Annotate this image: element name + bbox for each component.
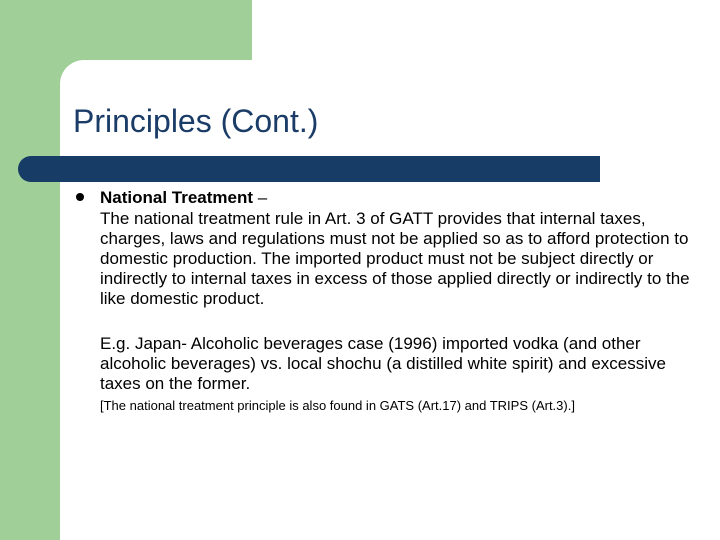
bullet-paragraph: The national treatment rule in Art. 3 of GATT provides that internal taxes, charges, laws and regulations must not be applied so as to afford protection to domestic production. The imported product must not be subject directly or indirectly to internal taxes in excess of those applied directly or indirectly to the like domestic product. (100, 209, 690, 308)
bullet-heading: National Treatment (100, 188, 254, 207)
bullet-content (100, 187, 700, 427)
bullet-heading-line (100, 187, 700, 209)
example-paragraph: E.g. Japan- Alcoholic beverages case (1996) imported vodka (and other alcoholic beverages) vs. local shochu (a distilled white spirit) and excessive taxes on the former. (100, 334, 666, 393)
footnote: [The national treatment principle is also found in GATS (Art.17) and TRIPS (Art.3).] (100, 398, 575, 413)
slide-title: Principles (Cont.) (73, 103, 319, 139)
heading-dash: – (253, 188, 268, 207)
bullet-dot (76, 193, 84, 201)
title-underline-bar (18, 156, 600, 182)
